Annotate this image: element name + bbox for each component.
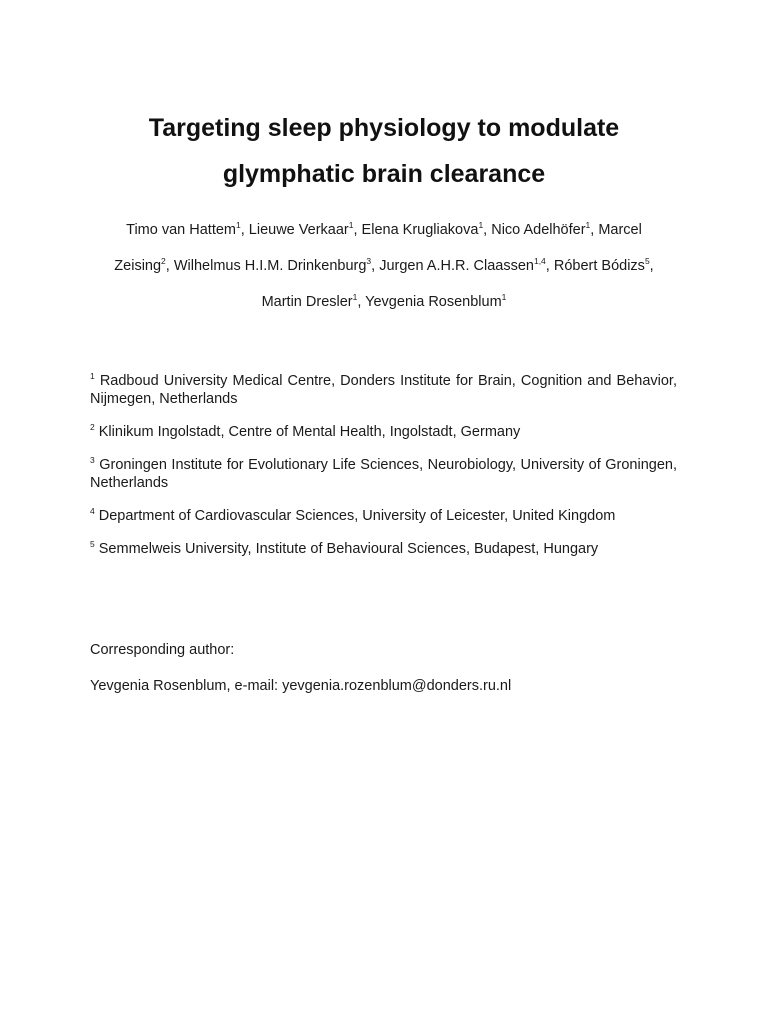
author-name: Nico Adelhöfer xyxy=(491,222,586,238)
author-separator: , xyxy=(353,222,362,238)
author-affiliation-mark: 1 xyxy=(352,292,358,302)
author-affiliation-mark: 1 xyxy=(501,292,507,302)
title-line-1: Targeting sleep physiology to modulate xyxy=(148,114,620,142)
author-name: Jurgen A.H.R. Claassen xyxy=(379,258,534,274)
author-affiliation-mark: 1 xyxy=(348,220,354,230)
paper-title xyxy=(60,105,708,197)
author-name: Elena Krugliakova xyxy=(361,222,479,238)
author-affiliation-mark: 1,4 xyxy=(533,256,546,266)
author-affiliation-mark: 1 xyxy=(236,220,241,230)
affiliation-item xyxy=(90,423,677,441)
author-name: Zeising xyxy=(114,258,162,274)
author-affiliation-mark: 1 xyxy=(478,220,484,230)
title-line-2: glymphatic brain clearance xyxy=(222,160,546,188)
author-separator: , xyxy=(165,258,174,274)
affiliation-list xyxy=(90,372,677,558)
affiliation-text: Semmelweis University, Institute of Behavioural Sciences, Budapest, Hungary xyxy=(94,541,599,557)
author-separator: , Marcel xyxy=(590,222,642,238)
affiliation-text: Department of Cardiovascular Sciences, University of Leicester, United Kingdom xyxy=(94,508,616,524)
author-affiliation-mark: 5 xyxy=(644,256,650,266)
author-affiliation-mark: 3 xyxy=(366,256,372,266)
author-line-2 xyxy=(84,248,684,284)
affiliation-text: Klinikum Ingolstadt, Centre of Mental Health, Ingolstadt, Germany xyxy=(94,424,521,440)
affiliation-item xyxy=(90,372,677,408)
corresponding-author-label: Corresponding author: xyxy=(90,642,235,658)
affiliation-text: Radboud University Medical Centre, Donders Institute for Brain, Cognition and Behavior, Nijmegen, Netherlands xyxy=(90,373,677,407)
author-affiliation-mark: 2 xyxy=(161,256,166,266)
author-name: Wilhelmus H.I.M. Drinkenburg xyxy=(173,258,367,274)
author-list xyxy=(84,212,684,320)
author-name: Róbert Bódizs xyxy=(553,258,645,274)
author-separator: , xyxy=(240,222,249,238)
author-name: Lieuwe Verkaar xyxy=(248,222,349,238)
affiliation-item xyxy=(90,507,677,525)
affiliation-text: Groningen Institute for Evolutionary Life Sciences, Neurobiology, University of Groningen, Netherlands xyxy=(90,457,677,491)
affiliation-item xyxy=(90,456,677,492)
author-separator: , xyxy=(357,294,366,310)
author-separator: , xyxy=(545,258,554,274)
author-name: Yevgenia Rosenblum xyxy=(365,294,502,310)
author-separator: , xyxy=(649,258,654,274)
author-line-3 xyxy=(84,284,684,320)
affiliation-number: 5 xyxy=(90,539,95,549)
corresponding-author-contact: Yevgenia Rosenblum, e-mail: yevgenia.rozenblum@donders.ru.nl xyxy=(90,678,512,694)
affiliation-number: 2 xyxy=(90,422,95,432)
author-name: Timo van Hattem xyxy=(126,222,236,238)
affiliation-item xyxy=(90,540,677,558)
affiliation-number: 1 xyxy=(90,371,95,381)
affiliation-number: 3 xyxy=(90,455,95,465)
author-separator: , xyxy=(483,222,492,238)
affiliation-number: 4 xyxy=(90,506,95,516)
author-affiliation-mark: 1 xyxy=(585,220,591,230)
author-name: Martin Dresler xyxy=(261,294,353,310)
author-separator: , xyxy=(371,258,380,274)
author-line-1 xyxy=(84,212,684,248)
